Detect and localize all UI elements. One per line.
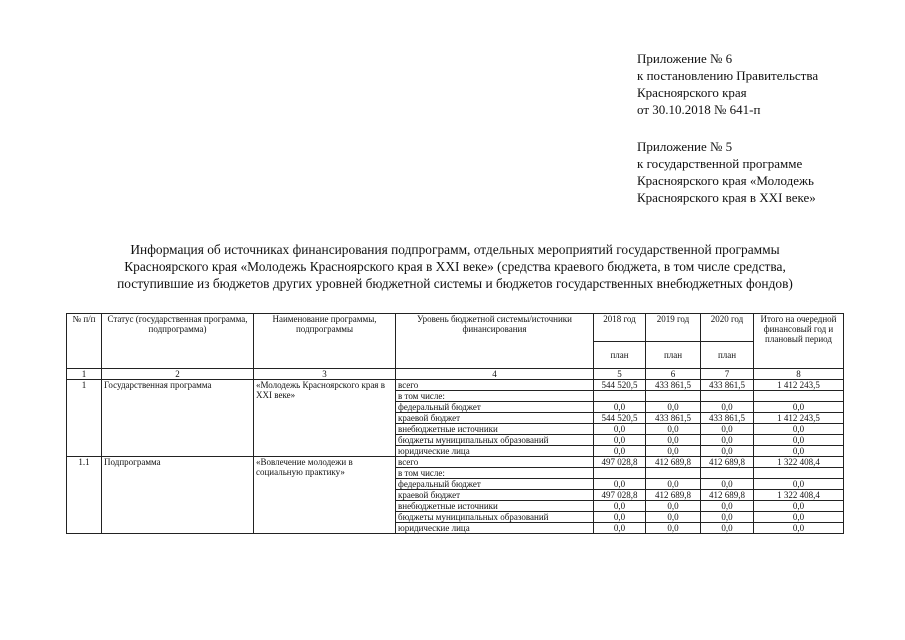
value-2019: 0,0 [646,435,701,446]
value-2018: 0,0 [594,501,646,512]
column-number: 8 [754,369,844,380]
value-total: 1 322 408,4 [754,490,844,501]
value-2019: 433 861,5 [646,380,701,391]
header-plan: план [646,341,701,369]
value-2019: 433 861,5 [646,413,701,424]
row-status: Государственная программа [102,380,254,457]
source-label: юридические лица [396,446,594,457]
value-2019: 0,0 [646,402,701,413]
value-total: 0,0 [754,446,844,457]
appendix-5-line: Красноярского края в XXI веке» [637,190,816,205]
value-total [754,391,844,402]
column-number: 6 [646,369,701,380]
value-total: 0,0 [754,501,844,512]
value-2020: 0,0 [701,446,754,457]
column-number: 1 [67,369,102,380]
source-label: федеральный бюджет [396,402,594,413]
column-number: 5 [594,369,646,380]
source-label: в том числе: [396,468,594,479]
value-2020: 433 861,5 [701,413,754,424]
source-label: федеральный бюджет [396,479,594,490]
value-2018: 0,0 [594,402,646,413]
value-2018: 544 520,5 [594,380,646,391]
row-program-name: «Молодежь Красноярского края в XXI веке» [254,380,396,457]
value-2018: 0,0 [594,435,646,446]
value-2018 [594,391,646,402]
value-2020: 433 861,5 [701,380,754,391]
source-label: краевой бюджет [396,413,594,424]
table-body [67,314,844,534]
source-label: внебюджетные источники [396,501,594,512]
appendix-5-line: Приложение № 5 [637,139,733,154]
value-2019: 412 689,8 [646,490,701,501]
value-2018: 0,0 [594,446,646,457]
row-status: Подпрограмма [102,457,254,534]
header-year-2018: 2018 год [594,314,646,342]
header-num: № п/п [67,314,102,369]
row-program-name: «Вовлечение молодежи в социальную практику» [254,457,396,534]
value-2019: 0,0 [646,501,701,512]
value-2018 [594,468,646,479]
source-label: юридические лица [396,523,594,534]
value-total: 0,0 [754,523,844,534]
value-2018: 544 520,5 [594,413,646,424]
appendix-6-line: к постановлению Правительства [637,68,819,83]
value-2019 [646,468,701,479]
value-2020 [701,468,754,479]
heading-line: поступившие из бюджетов других уровней бюджетной системы и бюджетов государственных внебюджетных фондов) [117,276,793,291]
value-total: 0,0 [754,402,844,413]
value-2018: 0,0 [594,479,646,490]
header-year-2020: 2020 год [701,314,754,342]
source-label: бюджеты муниципальных образований [396,512,594,523]
appendix-6-line: Приложение № 6 [637,51,733,66]
value-2018: 497 028,8 [594,490,646,501]
source-label: внебюджетные источники [396,424,594,435]
value-total: 0,0 [754,512,844,523]
value-2020: 0,0 [701,402,754,413]
value-total: 0,0 [754,479,844,490]
value-total [754,468,844,479]
document-heading [40,241,870,292]
value-2020: 0,0 [701,523,754,534]
value-2020: 412 689,8 [701,457,754,468]
header-total: Итого на очередной финансовый год и плановый период [754,314,844,369]
value-total: 1 322 408,4 [754,457,844,468]
row-number: 1.1 [67,457,102,534]
value-2019: 412 689,8 [646,457,701,468]
value-2019: 0,0 [646,512,701,523]
value-2019 [646,391,701,402]
header-status: Статус (государственная программа, подпрограмма) [102,314,254,369]
source-label: всего [396,457,594,468]
source-label: краевой бюджет [396,490,594,501]
value-2019: 0,0 [646,424,701,435]
table-row [67,380,844,391]
appendix-5-line: к государственной программе [637,156,803,171]
value-2020: 0,0 [701,424,754,435]
value-2019: 0,0 [646,446,701,457]
value-total: 1 412 243,5 [754,380,844,391]
column-number: 7 [701,369,754,380]
appendix-6-note [637,50,897,118]
value-2019: 0,0 [646,479,701,490]
value-2020: 0,0 [701,479,754,490]
heading-line: Красноярского края «Молодежь Красноярского края в XXI веке» (средства краевого бюджета, в том числе средства, [124,259,786,274]
header-name: Наименование программы, подпрограммы [254,314,396,369]
source-label: всего [396,380,594,391]
value-2018: 497 028,8 [594,457,646,468]
appendix-6-line: от 30.10.2018 № 641-п [637,102,761,117]
value-2020: 412 689,8 [701,490,754,501]
value-total: 0,0 [754,435,844,446]
source-label: в том числе: [396,391,594,402]
appendix-5-line: Красноярского края «Молодежь [637,173,814,188]
header-plan: план [701,341,754,369]
header-year-2019: 2019 год [646,314,701,342]
appendix-5-note [637,138,897,206]
column-number: 3 [254,369,396,380]
value-2018: 0,0 [594,523,646,534]
value-2018: 0,0 [594,424,646,435]
value-2020: 0,0 [701,501,754,512]
value-2018: 0,0 [594,512,646,523]
value-2020: 0,0 [701,512,754,523]
value-total: 0,0 [754,424,844,435]
value-2020 [701,391,754,402]
header-level: Уровень бюджетной системы/источники финансирования [396,314,594,369]
value-2020: 0,0 [701,435,754,446]
table-row [67,457,844,468]
column-number: 4 [396,369,594,380]
column-number: 2 [102,369,254,380]
row-number: 1 [67,380,102,457]
appendix-6-line: Красноярского края [637,85,747,100]
heading-line: Информация об источниках финансирования подпрограмм, отдельных мероприятий государственной программы [130,242,780,257]
value-total: 1 412 243,5 [754,413,844,424]
value-2019: 0,0 [646,523,701,534]
source-label: бюджеты муниципальных образований [396,435,594,446]
header-plan: план [594,341,646,369]
financing-table [66,313,844,534]
